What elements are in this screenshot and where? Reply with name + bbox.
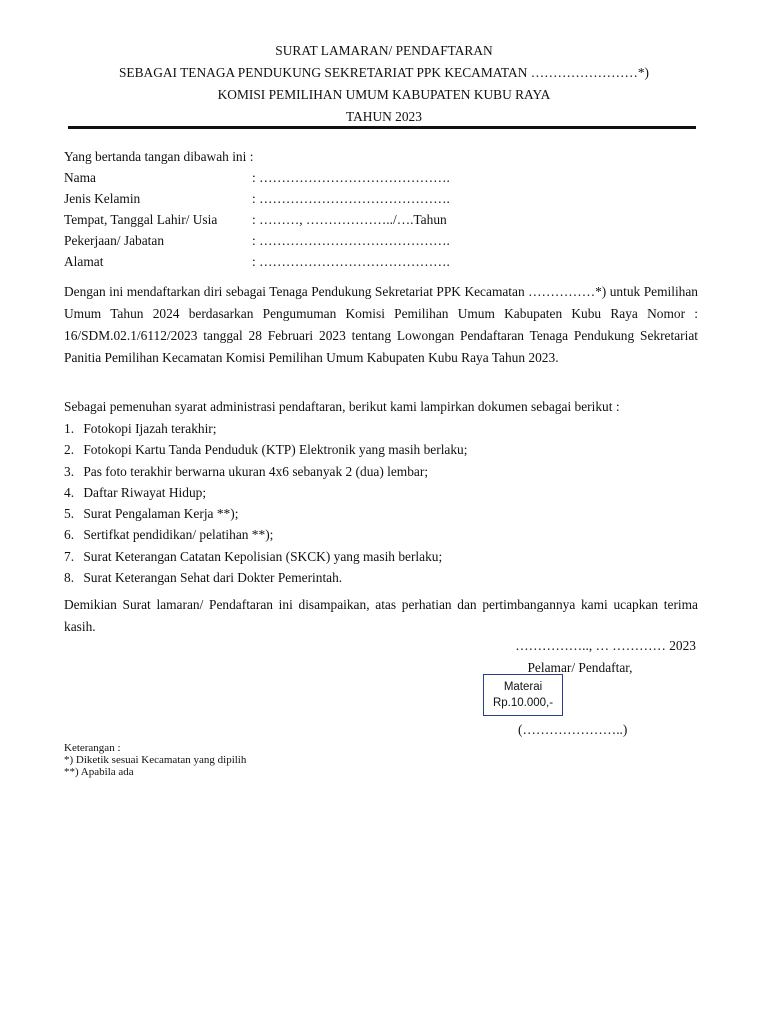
list-text: Fotokopi Kartu Tanda Penduduk (KTP) Elektronik yang masih berlaku; [83,442,468,458]
attachments-intro: Sebagai pemenuhan syarat administrasi pendaftaran, berikut kami lampirkan dokumen sebagai berikut : [64,399,620,414]
field-label: Pekerjaan/ Jabatan [64,233,165,248]
field-value: : ……………………………………. [252,233,450,248]
list-item [64,503,467,524]
list-text: Sertifkat pendidikan/ pelatihan **); [83,527,274,543]
list-item [64,439,467,460]
list-number: 4. [64,484,75,500]
signer-name-line: (…………………..) [518,722,628,737]
list-number: 1. [64,421,75,436]
field-row-birth [64,209,704,230]
intro-text: Yang bertanda tangan dibawah ini : [64,149,254,164]
materai-stamp-box [483,674,563,716]
field-label: Tempat, Tanggal Lahir/ Usia [64,212,218,227]
list-item [64,567,467,588]
list-item [64,546,467,567]
signature-date: …………….., … ………… 2023 [515,638,696,653]
field-row-address [64,251,704,272]
materai-amount: Rp.10.000,- [492,697,554,709]
list-text: Surat Keterangan Catatan Kepolisian (SKCK) yang masih berlaku; [83,548,443,564]
list-item [64,418,467,439]
registration-paragraph: Dengan ini mendaftarkan diri sebagai Tenaga Pendukung Sekretariat PPK Kecamatan ……………*) untuk Pemilihan Umum Tahun 2024 berdasarkan Pengumuman Komisi Pemilihan Umum Kabupaten Kubu Raya Nomor : 16/SDM.02.1/6112/2023 tanggal 28 Februari 2023 tentang Lowongan Pendaftaran Tenaga Pendukung Sekretariat Panitia Pemilihan Kecamatan Komisi Pemilihan Umum Kabupaten Kubu Raya Tahun 2023. [64,284,698,365]
signer-role: Pelamar/ Pendaftar, [527,660,633,675]
closing-paragraph: Demikian Surat lamaran/ Pendaftaran ini disampaikan, atas perhatian dan pertimbangannya kami ucapkan terima kasih. [64,597,698,634]
list-item [64,524,467,545]
field-row-name [64,167,704,188]
applicant-fields [64,167,704,272]
header-divider [68,126,696,129]
field-value: : ……………………………………. [252,170,450,185]
field-label: Alamat [64,254,104,269]
list-text: Fotokopi Ijazah terakhir; [83,421,217,436]
footnotes [64,742,246,778]
header-year: TAHUN 2023 [346,109,422,124]
list-text: Surat Keterangan Sehat dari Dokter Pemerintah. [83,570,343,586]
list-number: 7. [64,548,75,564]
list-number: 2. [64,442,75,458]
header-title: SURAT LAMARAN/ PENDAFTARAN [275,43,493,58]
list-number: 5. [64,506,75,522]
letter-header [0,40,768,128]
note-1: *) Diketik sesuai Kecamatan yang dipilih [64,754,247,766]
field-label: Jenis Kelamin [64,191,141,206]
field-value: : ………, ………………../….Tahun [252,212,447,227]
document-list [64,418,467,588]
list-item [64,461,467,482]
list-item [64,482,467,503]
list-number: 8. [64,570,75,586]
list-text: Pas foto terakhir berwarna ukuran 4x6 sebanyak 2 (dua) lembar; [83,463,429,479]
list-number: 3. [64,463,75,479]
field-row-occupation [64,230,704,251]
field-value: : ……………………………………. [252,254,450,269]
header-institution: KOMISI PEMILIHAN UMUM KABUPATEN KUBU RAYA [217,87,551,102]
header-subtitle: SEBAGAI TENAGA PENDUKUNG SEKRETARIAT PPK KECAMATAN ……………………*) [118,65,650,80]
field-value: : ……………………………………. [252,191,450,206]
list-text: Surat Pengalaman Kerja **); [83,506,239,522]
field-row-gender [64,188,704,209]
list-text: Daftar Riwayat Hidup; [83,484,207,500]
notes-title: Keterangan : [64,742,121,754]
note-2: **) Apabila ada [64,766,134,778]
materai-label: Materai [503,681,543,693]
field-label: Nama [64,170,96,185]
list-number: 6. [64,527,75,543]
